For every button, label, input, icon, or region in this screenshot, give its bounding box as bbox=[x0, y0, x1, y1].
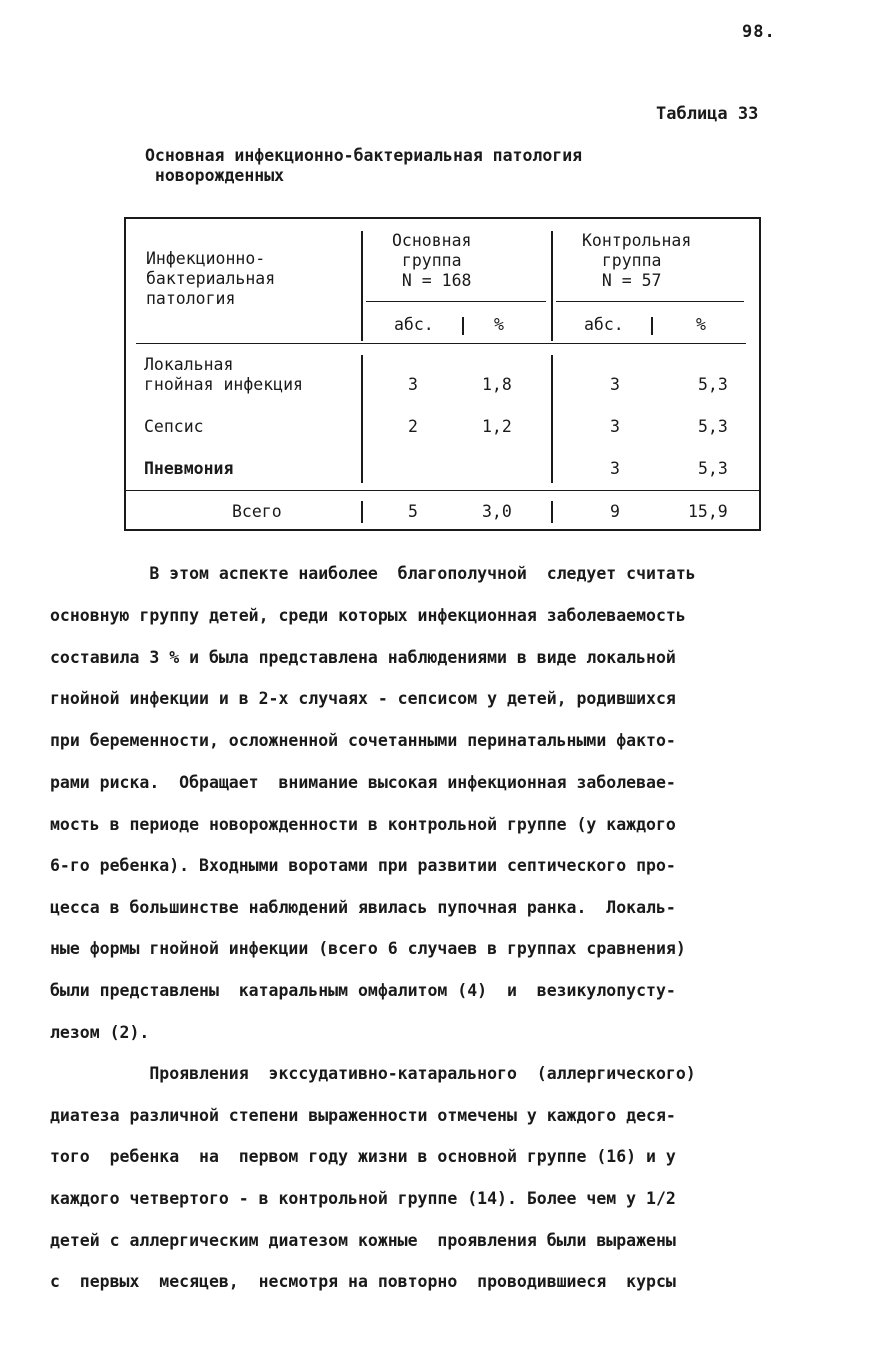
paragraph-line: гнойной инфекции и в 2-х случаях - сепсисом у детей, родившихся bbox=[50, 689, 676, 708]
sub-abs-main: абс. bbox=[394, 315, 434, 334]
paragraph-line: основную группу детей, среди которых инфекционная заболеваемость bbox=[50, 606, 686, 625]
sub-divider bbox=[651, 317, 653, 335]
paragraph-line: составила 3 % и была представлена наблюдениями в виде локальной bbox=[50, 648, 676, 667]
page-number: 98. bbox=[742, 22, 776, 42]
col-divider bbox=[551, 501, 553, 523]
col-divider bbox=[551, 355, 553, 483]
sub-pct-main: % bbox=[494, 315, 504, 334]
cell-ctrl-pct: 5,3 bbox=[698, 417, 728, 436]
total-ctrl-abs: 9 bbox=[610, 502, 620, 521]
table-label: Таблица 33 bbox=[656, 104, 759, 124]
sub-abs-control: абс. bbox=[584, 315, 624, 334]
row-label: Локальная гнойная инфекция bbox=[144, 355, 303, 394]
paragraph-line: детей с аллергическим диатезом кожные проявления были выражены bbox=[50, 1231, 676, 1250]
paragraph-line: лезом (2). bbox=[50, 1023, 150, 1042]
header-rule bbox=[136, 343, 746, 344]
paragraph-line: диатеза различной степени выраженности отмечены у каждого деся- bbox=[50, 1106, 676, 1125]
sub-pct-control: % bbox=[696, 315, 706, 334]
paragraph-line: того ребенка на первом году жизни в основной группе (16) и у bbox=[50, 1147, 676, 1166]
row-header-label: Инфекционно- бактериальная патология bbox=[146, 249, 276, 308]
cell-ctrl-pct: 5,3 bbox=[698, 375, 728, 394]
total-main-pct: 3,0 bbox=[482, 502, 512, 521]
total-main-abs: 5 bbox=[408, 502, 418, 521]
cell-main-pct: 1,8 bbox=[482, 375, 512, 394]
paragraph-line: мость в периоде новорожденности в контрольной группе (у каждого bbox=[50, 815, 676, 834]
cell-ctrl-abs: 3 bbox=[610, 375, 620, 394]
group-main-header: Основная группа N = 168 bbox=[392, 231, 472, 290]
col-divider bbox=[361, 501, 363, 523]
total-ctrl-pct: 15,9 bbox=[688, 502, 728, 521]
sub-divider bbox=[462, 317, 464, 335]
paragraph-line: 6-го ребенка). Входными воротами при развитии септического про- bbox=[50, 856, 676, 875]
total-rule bbox=[126, 490, 759, 491]
paragraph-line: ные формы гнойной инфекции (всего 6 случаев в группах сравнения) bbox=[50, 939, 686, 958]
cell-main-abs: 2 bbox=[408, 417, 418, 436]
paragraph-line: с первых месяцев, несмотря на повторно проводившиеся курсы bbox=[50, 1272, 676, 1291]
paragraph-line: Проявления экссудативно-катарального (аллергического) bbox=[50, 1064, 696, 1083]
row-label: Сепсис bbox=[144, 417, 204, 436]
paragraph-line: В этом аспекте наиболее благополучной следует считать bbox=[50, 564, 696, 583]
col-divider bbox=[361, 231, 363, 341]
col-divider bbox=[551, 231, 553, 341]
data-table bbox=[124, 217, 761, 531]
cell-ctrl-abs: 3 bbox=[610, 459, 620, 478]
group-control-header: Контрольная группа N = 57 bbox=[582, 231, 692, 290]
cell-main-abs: 3 bbox=[408, 375, 418, 394]
paragraph-line: каждого четвертого - в контрольной группе (14). Более чем у 1/2 bbox=[50, 1189, 676, 1208]
total-label: Всего bbox=[232, 502, 282, 521]
paragraph-line: цесса в большинстве наблюдений явилась пупочная ранка. Локаль- bbox=[50, 898, 676, 917]
subheader-rule bbox=[366, 301, 546, 302]
paragraph-line: были представлены катаральным омфалитом (4) и везикулопусту- bbox=[50, 981, 676, 1000]
subheader-rule bbox=[556, 301, 744, 302]
paragraph-line: рами риска. Обращает внимание высокая инфекционная заболевае- bbox=[50, 773, 676, 792]
cell-main-pct: 1,2 bbox=[482, 417, 512, 436]
table-title: Основная инфекционно-бактериальная патология новорожденных bbox=[145, 146, 583, 185]
cell-ctrl-abs: 3 bbox=[610, 417, 620, 436]
col-divider bbox=[361, 355, 363, 483]
row-label: Пневмония bbox=[144, 459, 234, 478]
cell-ctrl-pct: 5,3 bbox=[698, 459, 728, 478]
paragraph-line: при беременности, осложненной сочетанными перинатальными факто- bbox=[50, 731, 676, 750]
